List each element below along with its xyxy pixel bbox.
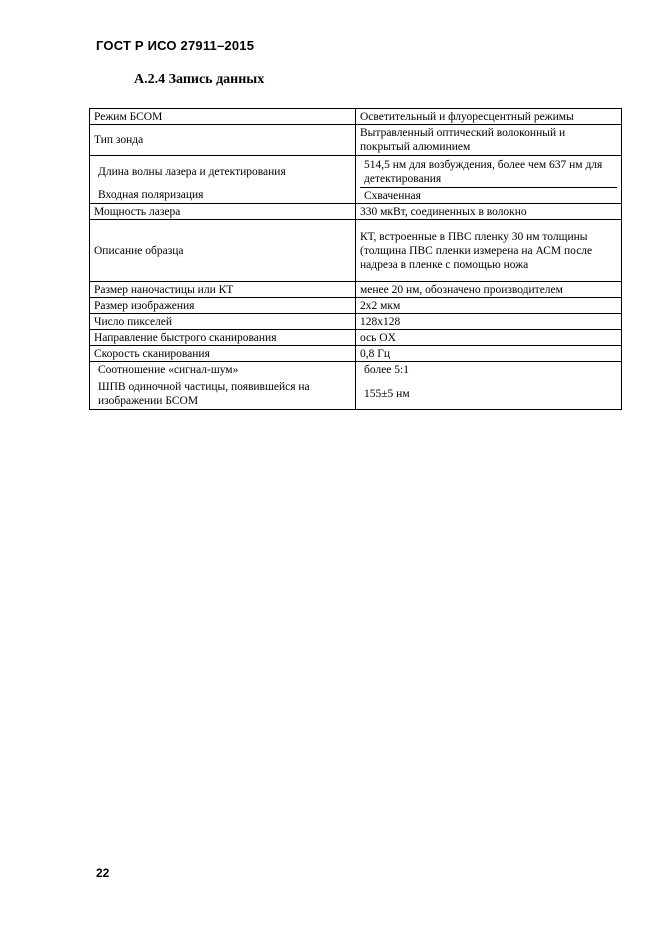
value-cell: менее 20 нм, обозначено производителем	[356, 282, 622, 298]
param-cell: Длина волны лазера и детектирования	[98, 165, 286, 178]
value-cell: КТ, встроенные в ПВС пленку 30 нм толщины (толщина ПВС пленки измерена на АСМ после надреза в пленке с помощью ножа	[356, 220, 622, 282]
table-row	[90, 282, 622, 298]
param-cell: Размер наночастицы или КТ	[90, 282, 356, 298]
param-cell: Число пикселей	[90, 314, 356, 330]
parameters-table	[89, 108, 622, 410]
value-cell-group	[356, 156, 622, 204]
table-row	[90, 330, 622, 346]
param-cell: Тип зонда	[90, 125, 356, 156]
table-row	[90, 298, 622, 314]
param-cell: Размер изображения	[90, 298, 356, 314]
value-cell: ось OX	[356, 330, 622, 346]
table-row	[90, 362, 622, 410]
value-cell: 128x128	[356, 314, 622, 330]
value-cell-group	[356, 362, 622, 410]
param-cell: Описание образца	[90, 220, 356, 282]
param-cell: Направление быстрого сканирования	[90, 330, 356, 346]
param-cell-group	[90, 362, 356, 410]
value-cell: Осветительный и флуоресцентный режимы	[356, 109, 622, 125]
table-row	[90, 220, 622, 282]
value-cell: 514,5 нм для возбуждения, более чем 637 нм для детектирования	[360, 156, 617, 188]
value-cell: 330 мкВт, соединенных в волокно	[356, 204, 622, 220]
param-cell: Скорость сканирования	[90, 346, 356, 362]
table-row	[90, 125, 622, 156]
page-number: 22	[96, 866, 110, 880]
table-row	[90, 109, 622, 125]
value-cell: 155±5 нм	[364, 387, 410, 400]
table-row	[90, 156, 622, 204]
param-cell: Мощность лазера	[90, 204, 356, 220]
section-title: А.2.4 Запись данных	[134, 72, 265, 87]
param-cell: Соотношение «сигнал-шум»	[98, 364, 239, 376]
value-cell: Вытравленный оптический волоконный и покрытый алюминием	[356, 125, 622, 156]
value-cell: 2x2 мкм	[356, 298, 622, 314]
param-cell: Режим БСОМ	[90, 109, 356, 125]
param-cell-group	[90, 156, 356, 204]
value-cell: более 5:1	[364, 364, 409, 376]
value-cell: Схваченная	[364, 189, 421, 202]
document-header: ГОСТ Р ИСО 27911–2015	[96, 38, 255, 53]
param-cell: Входная поляризация	[98, 189, 204, 201]
table-row	[90, 204, 622, 220]
value-cell: 0,8 Гц	[356, 346, 622, 362]
param-cell: ШПВ одиночной частицы, появившейся на изображении БСОМ	[98, 380, 310, 407]
table-row	[90, 346, 622, 362]
table-row	[90, 314, 622, 330]
